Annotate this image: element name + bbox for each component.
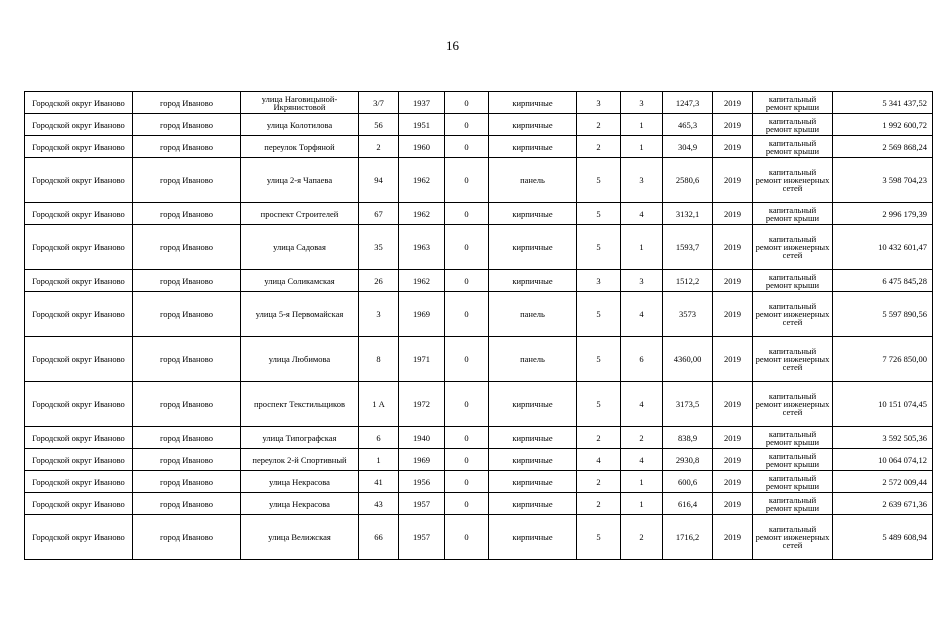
house-number-cell: 94	[359, 158, 399, 203]
wall-material-cell: кирпичные	[489, 270, 577, 292]
work-type-cell: капитальный ремонт крыши	[753, 270, 833, 292]
settlement-cell: город Иваново	[133, 337, 241, 382]
floors-cell: 5	[577, 158, 621, 203]
entrances-cell: 3	[621, 270, 663, 292]
plan-year-cell: 2019	[713, 471, 753, 493]
area-cell: 1247,3	[663, 92, 713, 114]
construction-year-cell: 1963	[399, 225, 445, 270]
work-type-cell: капитальный ремонт крыши	[753, 471, 833, 493]
wall-material-cell: кирпичные	[489, 114, 577, 136]
table-body	[25, 92, 933, 560]
settlement-cell: город Иваново	[133, 136, 241, 158]
plan-year-cell: 2019	[713, 292, 753, 337]
zero-value-cell: 0	[445, 427, 489, 449]
zero-value-cell: 0	[445, 493, 489, 515]
zero-value-cell: 0	[445, 203, 489, 225]
house-number-cell: 67	[359, 203, 399, 225]
street-cell: проспект Строителей	[241, 203, 359, 225]
entrances-cell: 6	[621, 337, 663, 382]
wall-material-cell: кирпичные	[489, 203, 577, 225]
house-number-cell: 56	[359, 114, 399, 136]
house-number-cell: 35	[359, 225, 399, 270]
cost-cell: 10 064 074,12	[833, 449, 933, 471]
work-type-cell: капитальный ремонт инженерных сетей	[753, 337, 833, 382]
plan-year-cell: 2019	[713, 493, 753, 515]
house-number-cell: 3	[359, 292, 399, 337]
cost-cell: 1 992 600,72	[833, 114, 933, 136]
cost-cell: 5 597 890,56	[833, 292, 933, 337]
table-row	[25, 449, 933, 471]
settlement-cell: город Иваново	[133, 292, 241, 337]
street-cell: переулок Торфяной	[241, 136, 359, 158]
municipality-cell: Городской округ Иваново	[25, 471, 133, 493]
construction-year-cell: 1957	[399, 515, 445, 560]
work-type-cell: капитальный ремонт крыши	[753, 136, 833, 158]
entrances-cell: 1	[621, 136, 663, 158]
table-row	[25, 114, 933, 136]
work-type-cell: капитальный ремонт крыши	[753, 427, 833, 449]
street-cell: улица 2-я Чапаева	[241, 158, 359, 203]
wall-material-cell: панель	[489, 292, 577, 337]
settlement-cell: город Иваново	[133, 493, 241, 515]
zero-value-cell: 0	[445, 225, 489, 270]
area-cell: 1593,7	[663, 225, 713, 270]
entrances-cell: 1	[621, 225, 663, 270]
table-row	[25, 427, 933, 449]
floors-cell: 5	[577, 292, 621, 337]
table-row	[25, 225, 933, 270]
house-number-cell: 3/7	[359, 92, 399, 114]
work-type-cell: капитальный ремонт крыши	[753, 493, 833, 515]
zero-value-cell: 0	[445, 92, 489, 114]
cost-cell: 2 569 868,24	[833, 136, 933, 158]
street-cell: улица Любимова	[241, 337, 359, 382]
table-row	[25, 337, 933, 382]
street-cell: улица Типографская	[241, 427, 359, 449]
municipality-cell: Городской округ Иваново	[25, 114, 133, 136]
plan-year-cell: 2019	[713, 114, 753, 136]
zero-value-cell: 0	[445, 382, 489, 427]
street-cell: улица Некрасова	[241, 493, 359, 515]
street-cell: улица Колотилова	[241, 114, 359, 136]
construction-year-cell: 1962	[399, 158, 445, 203]
work-type-cell: капитальный ремонт инженерных сетей	[753, 292, 833, 337]
cost-cell: 5 489 608,94	[833, 515, 933, 560]
cost-cell: 3 592 505,36	[833, 427, 933, 449]
cost-cell: 10 151 074,45	[833, 382, 933, 427]
area-cell: 3173,5	[663, 382, 713, 427]
cost-cell: 3 598 704,23	[833, 158, 933, 203]
construction-year-cell: 1962	[399, 270, 445, 292]
entrances-cell: 1	[621, 493, 663, 515]
construction-year-cell: 1937	[399, 92, 445, 114]
wall-material-cell: кирпичные	[489, 515, 577, 560]
wall-material-cell: кирпичные	[489, 449, 577, 471]
settlement-cell: город Иваново	[133, 270, 241, 292]
wall-material-cell: панель	[489, 158, 577, 203]
construction-year-cell: 1960	[399, 136, 445, 158]
table-row	[25, 203, 933, 225]
table-row	[25, 270, 933, 292]
street-cell: проспект Текстильщиков	[241, 382, 359, 427]
settlement-cell: город Иваново	[133, 92, 241, 114]
municipality-cell: Городской округ Иваново	[25, 92, 133, 114]
cost-cell: 6 475 845,28	[833, 270, 933, 292]
entrances-cell: 4	[621, 203, 663, 225]
floors-cell: 4	[577, 449, 621, 471]
work-type-cell: капитальный ремонт крыши	[753, 203, 833, 225]
floors-cell: 2	[577, 427, 621, 449]
street-cell: улица Садовая	[241, 225, 359, 270]
settlement-cell: город Иваново	[133, 427, 241, 449]
floors-cell: 3	[577, 270, 621, 292]
table-row	[25, 515, 933, 560]
zero-value-cell: 0	[445, 337, 489, 382]
floors-cell: 2	[577, 136, 621, 158]
house-number-cell: 1 А	[359, 382, 399, 427]
street-cell: улица Соликамская	[241, 270, 359, 292]
construction-year-cell: 1972	[399, 382, 445, 427]
house-number-cell: 43	[359, 493, 399, 515]
table-row	[25, 292, 933, 337]
house-number-cell: 41	[359, 471, 399, 493]
house-number-cell: 6	[359, 427, 399, 449]
area-cell: 600,6	[663, 471, 713, 493]
wall-material-cell: кирпичные	[489, 136, 577, 158]
plan-year-cell: 2019	[713, 427, 753, 449]
plan-year-cell: 2019	[713, 158, 753, 203]
wall-material-cell: кирпичные	[489, 471, 577, 493]
municipality-cell: Городской округ Иваново	[25, 136, 133, 158]
municipality-cell: Городской округ Иваново	[25, 270, 133, 292]
table-row	[25, 382, 933, 427]
cost-cell: 10 432 601,47	[833, 225, 933, 270]
settlement-cell: город Иваново	[133, 203, 241, 225]
settlement-cell: город Иваново	[133, 382, 241, 427]
construction-year-cell: 1957	[399, 493, 445, 515]
plan-year-cell: 2019	[713, 92, 753, 114]
construction-year-cell: 1962	[399, 203, 445, 225]
construction-year-cell: 1971	[399, 337, 445, 382]
wall-material-cell: кирпичные	[489, 427, 577, 449]
zero-value-cell: 0	[445, 471, 489, 493]
settlement-cell: город Иваново	[133, 114, 241, 136]
municipality-cell: Городской округ Иваново	[25, 292, 133, 337]
area-cell: 616,4	[663, 493, 713, 515]
area-cell: 4360,00	[663, 337, 713, 382]
zero-value-cell: 0	[445, 158, 489, 203]
floors-cell: 3	[577, 92, 621, 114]
settlement-cell: город Иваново	[133, 225, 241, 270]
construction-year-cell: 1951	[399, 114, 445, 136]
settlement-cell: город Иваново	[133, 158, 241, 203]
plan-year-cell: 2019	[713, 270, 753, 292]
work-type-cell: капитальный ремонт инженерных сетей	[753, 515, 833, 560]
wall-material-cell: кирпичные	[489, 92, 577, 114]
plan-year-cell: 2019	[713, 449, 753, 471]
floors-cell: 5	[577, 203, 621, 225]
municipality-cell: Городской округ Иваново	[25, 449, 133, 471]
street-cell: улица Наговицыной-Икрянистовой	[241, 92, 359, 114]
municipality-cell: Городской округ Иваново	[25, 382, 133, 427]
municipality-cell: Городской округ Иваново	[25, 337, 133, 382]
area-cell: 2930,8	[663, 449, 713, 471]
floors-cell: 2	[577, 471, 621, 493]
area-cell: 838,9	[663, 427, 713, 449]
municipality-cell: Городской округ Иваново	[25, 427, 133, 449]
area-cell: 304,9	[663, 136, 713, 158]
area-cell: 2580,6	[663, 158, 713, 203]
plan-year-cell: 2019	[713, 225, 753, 270]
zero-value-cell: 0	[445, 114, 489, 136]
table-row	[25, 493, 933, 515]
house-number-cell: 66	[359, 515, 399, 560]
work-type-cell: капитальный ремонт крыши	[753, 114, 833, 136]
zero-value-cell: 0	[445, 136, 489, 158]
wall-material-cell: панель	[489, 337, 577, 382]
municipality-cell: Городской округ Иваново	[25, 158, 133, 203]
table-row	[25, 136, 933, 158]
wall-material-cell: кирпичные	[489, 225, 577, 270]
plan-year-cell: 2019	[713, 382, 753, 427]
plan-year-cell: 2019	[713, 136, 753, 158]
work-type-cell: капитальный ремонт крыши	[753, 92, 833, 114]
street-cell: улица Некрасова	[241, 471, 359, 493]
table-container	[24, 91, 927, 560]
work-type-cell: капитальный ремонт инженерных сетей	[753, 158, 833, 203]
house-number-cell: 8	[359, 337, 399, 382]
floors-cell: 5	[577, 337, 621, 382]
construction-year-cell: 1969	[399, 449, 445, 471]
cost-cell: 7 726 850,00	[833, 337, 933, 382]
entrances-cell: 4	[621, 292, 663, 337]
area-cell: 3573	[663, 292, 713, 337]
house-number-cell: 1	[359, 449, 399, 471]
settlement-cell: город Иваново	[133, 449, 241, 471]
construction-year-cell: 1956	[399, 471, 445, 493]
floors-cell: 5	[577, 515, 621, 560]
zero-value-cell: 0	[445, 449, 489, 471]
cost-cell: 2 996 179,39	[833, 203, 933, 225]
entrances-cell: 4	[621, 382, 663, 427]
entrances-cell: 2	[621, 515, 663, 560]
floors-cell: 2	[577, 114, 621, 136]
work-type-cell: капитальный ремонт крыши	[753, 449, 833, 471]
table-row	[25, 92, 933, 114]
house-number-cell: 26	[359, 270, 399, 292]
street-cell: улица 5-я Первомайская	[241, 292, 359, 337]
settlement-cell: город Иваново	[133, 515, 241, 560]
wall-material-cell: кирпичные	[489, 493, 577, 515]
street-cell: улица Велижская	[241, 515, 359, 560]
area-cell: 465,3	[663, 114, 713, 136]
zero-value-cell: 0	[445, 292, 489, 337]
wall-material-cell: кирпичные	[489, 382, 577, 427]
plan-year-cell: 2019	[713, 515, 753, 560]
construction-year-cell: 1940	[399, 427, 445, 449]
entrances-cell: 1	[621, 114, 663, 136]
cost-cell: 5 341 437,52	[833, 92, 933, 114]
area-cell: 3132,1	[663, 203, 713, 225]
floors-cell: 5	[577, 225, 621, 270]
area-cell: 1512,2	[663, 270, 713, 292]
house-number-cell: 2	[359, 136, 399, 158]
entrances-cell: 3	[621, 92, 663, 114]
area-cell: 1716,2	[663, 515, 713, 560]
cost-cell: 2 639 671,36	[833, 493, 933, 515]
municipality-cell: Городской округ Иваново	[25, 203, 133, 225]
work-type-cell: капитальный ремонт инженерных сетей	[753, 225, 833, 270]
floors-cell: 2	[577, 493, 621, 515]
table-row	[25, 158, 933, 203]
floors-cell: 5	[577, 382, 621, 427]
cost-cell: 2 572 009,44	[833, 471, 933, 493]
repair-plan-table	[24, 91, 933, 560]
table-row	[25, 471, 933, 493]
settlement-cell: город Иваново	[133, 471, 241, 493]
zero-value-cell: 0	[445, 270, 489, 292]
construction-year-cell: 1969	[399, 292, 445, 337]
page-number: 16	[446, 38, 459, 53]
street-cell: переулок 2-й Спортивный	[241, 449, 359, 471]
entrances-cell: 3	[621, 158, 663, 203]
municipality-cell: Городской округ Иваново	[25, 225, 133, 270]
plan-year-cell: 2019	[713, 203, 753, 225]
entrances-cell: 2	[621, 427, 663, 449]
municipality-cell: Городской округ Иваново	[25, 493, 133, 515]
plan-year-cell: 2019	[713, 337, 753, 382]
entrances-cell: 4	[621, 449, 663, 471]
work-type-cell: капитальный ремонт инженерных сетей	[753, 382, 833, 427]
municipality-cell: Городской округ Иваново	[25, 515, 133, 560]
entrances-cell: 1	[621, 471, 663, 493]
zero-value-cell: 0	[445, 515, 489, 560]
